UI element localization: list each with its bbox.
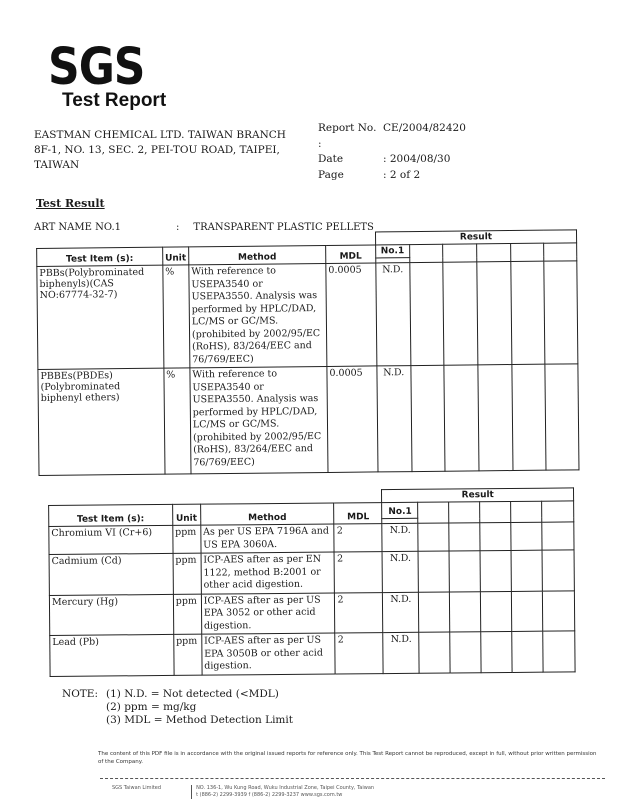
cell-item: Lead (Pb): [50, 634, 174, 676]
cell-result: N.D.: [383, 592, 419, 633]
result-header: Result: [375, 230, 576, 245]
cell-method: ICP-AES after as per US EPA 3050B or other acid digestion.: [201, 633, 335, 675]
cell-mdl: 2: [335, 633, 383, 674]
cell-method: With reference to USEPA3540 or USEPA3550. Analysis was performed by HPLC/DAD, LC/MS or GC/MS. (prohibited by 2002/95/EC (RoHS), 83/264/EEC and 76/769/EEC): [190, 366, 328, 473]
report-title: Test Report: [62, 90, 167, 111]
cell-method: ICP-AES after as per US EPA 3052 or other acid digestion.: [201, 593, 335, 635]
result-header: Result: [382, 488, 574, 503]
footer-divider: [100, 778, 605, 779]
cell-item: PBBEs(PBDEs)(Polybrominated biphenyl ethers): [38, 368, 165, 475]
result-table-2: [48, 487, 576, 676]
company-address: [34, 128, 314, 173]
cell-unit: ppm: [173, 594, 201, 635]
cell-item: Cadmium (Cd): [49, 553, 173, 595]
col-mdl: MDL: [334, 503, 382, 524]
cell-unit: %: [164, 368, 191, 474]
section-title: Test Result: [36, 197, 105, 210]
cell-unit: %: [163, 265, 190, 368]
cell-mdl: 0.0005: [326, 263, 377, 367]
cell-unit: ppm: [173, 553, 201, 594]
company-line-3: TAIWAN: [34, 159, 80, 171]
table-row: [50, 631, 575, 676]
company-line-2: 8F-1, NO. 13, SEC. 2, PEI-TOU ROAD, TAIPEI,: [34, 144, 280, 156]
sgs-logo: SGS: [48, 38, 145, 97]
notes-label: NOTE:: [62, 688, 99, 700]
cell-mdl: 2: [335, 592, 383, 633]
cell-method: ICP-AES after as per EN 1122, method B:2001 or other acid digestion.: [201, 552, 335, 594]
date-label: Date: [318, 153, 344, 165]
cell-unit: ppm: [174, 634, 202, 675]
report-no-label: Report No. :: [318, 122, 377, 150]
cell-result: N.D.: [377, 366, 412, 472]
cell-result: N.D.: [382, 551, 418, 592]
col-unit: Unit: [172, 504, 200, 525]
col-method: Method: [200, 503, 334, 525]
footer-phone: t (886-2) 2299-3939 f (886-2) 2299-3237 www.sgs.com.tw: [196, 792, 343, 798]
company-line-1: EASTMAN CHEMICAL LTD. TAIWAN BRANCH: [34, 129, 286, 141]
report-no: CE/2004/82420: [383, 122, 466, 134]
footer-street: NO. 136-1, Wu Kung Road, Wuku Industrial Zone, Taipei County, Taiwan: [196, 785, 375, 791]
cell-item: Mercury (Hg): [49, 594, 173, 636]
cell-method: As per US EPA 7196A and US EPA 3060A.: [201, 524, 335, 553]
result-table-1: [36, 229, 579, 476]
cell-result: N.D.: [376, 263, 411, 366]
col-unit: Unit: [162, 247, 188, 265]
cell-result: N.D.: [382, 523, 418, 551]
footer-company: SGS Taiwan Limited: [112, 785, 162, 791]
part-sep: :: [176, 222, 180, 233]
col-no1: No.1: [382, 502, 418, 518]
footer-disclaimer: The content of this PDF file is in accordance with the original issued reports for reference only. This Test Report cannot be reproduced, except in full, without prior written permission of the Company.: [98, 751, 597, 765]
col-test-item: Test Item (s):: [37, 247, 163, 266]
note-line-1: (1) N.D. = Not detected (<MDL): [106, 688, 279, 700]
note-line-3: (3) MDL = Method Detection Limit: [106, 714, 293, 726]
cell-item: Chromium VI (Cr+6): [49, 525, 173, 554]
note-line-2: (2) ppm = mg/kg: [106, 701, 197, 713]
cell-item: PBBs(Polybrominated biphenyls)(CAS NO:67774-32-7): [37, 265, 164, 369]
cell-unit: ppm: [173, 525, 201, 553]
report-date: : 2004/08/30: [383, 153, 451, 165]
cell-mdl: 0.0005: [327, 366, 378, 473]
table-row: [49, 550, 574, 595]
footer-address: [112, 785, 374, 799]
part-value: TRANSPARENT PLASTIC PELLETS: [193, 222, 374, 233]
cell-method: With reference to USEPA3540 or USEPA3550. Analysis was performed by HPLC/DAD, LC/MS or GC/MS. (prohibited by 2002/95/EC (RoHS), 83/264/EEC and 76/769/EEC): [189, 263, 327, 367]
col-test-item: Test Item (s):: [49, 504, 173, 526]
notes: [62, 688, 293, 727]
cell-mdl: 2: [334, 524, 382, 552]
page-number: : 2 of 2: [383, 168, 421, 181]
col-mdl: MDL: [326, 245, 376, 264]
table-row: [38, 364, 579, 476]
table-row: [49, 590, 574, 635]
table-row: [37, 261, 578, 370]
cell-result: N.D.: [383, 632, 419, 673]
report-meta: [318, 121, 466, 183]
cell-mdl: 2: [335, 552, 383, 593]
page-label: Page: [318, 168, 344, 181]
part-label: ART NAME NO.1: [34, 222, 122, 233]
col-method: Method: [189, 245, 326, 264]
col-no1: No.1: [375, 245, 409, 258]
